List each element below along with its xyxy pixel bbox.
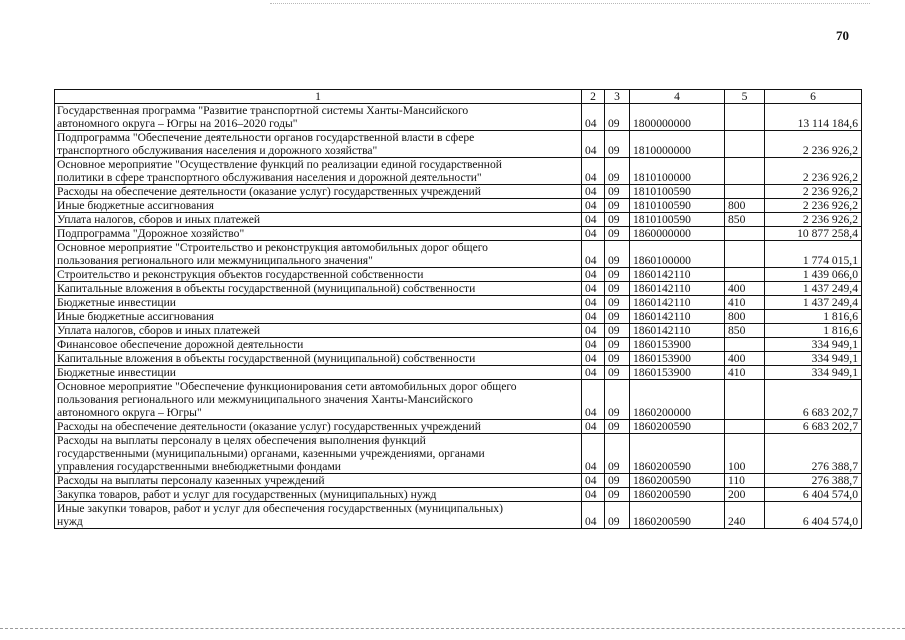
- section-code-cell: 04: [582, 488, 605, 502]
- row-name-line: Расходы на обеспечение деятельности (оказание услуг) государственных учреждений: [57, 185, 481, 198]
- row-name-line: Иные бюджетные ассигнования: [57, 310, 214, 323]
- subsection-code-cell: 09: [605, 434, 630, 474]
- expense-type-cell: [725, 420, 765, 434]
- expense-type-cell: [725, 241, 765, 268]
- row-name-line: Основное мероприятие "Осуществление функций по реализации единой государственной: [57, 158, 502, 171]
- amount-cell: 1 816,6: [765, 310, 862, 324]
- table-row: [55, 324, 862, 338]
- section-code-cell: 04: [582, 434, 605, 474]
- row-name-cell: [55, 474, 582, 488]
- row-name-line: Капитальные вложения в объекты государственной (муниципальной) собственности: [57, 282, 476, 295]
- row-name-line: Иные закупки товаров, работ и услуг для обеспечения государственных (муниципальных): [57, 502, 503, 515]
- row-name-line: Уплата налогов, сборов и иных платежей: [57, 213, 261, 226]
- table-row: [55, 474, 862, 488]
- section-code-cell: 04: [582, 199, 605, 213]
- section-code-cell: 04: [582, 213, 605, 227]
- subsection-code-cell: 09: [605, 158, 630, 185]
- row-name-line: Расходы на выплаты персоналу в целях обеспечения выполнения функций: [57, 434, 426, 447]
- row-name-cell: [55, 227, 582, 241]
- table-row: [55, 310, 862, 324]
- target-article-cell: 1810000000: [630, 131, 725, 158]
- header-cell: 1: [55, 90, 582, 104]
- expense-type-cell: [725, 380, 765, 420]
- subsection-code-cell: 09: [605, 502, 630, 529]
- expense-type-cell: 800: [725, 199, 765, 213]
- row-name-line: политики в сфере транспортного обслуживания населения и дорожной деятельности": [57, 171, 482, 184]
- subsection-code-cell: 09: [605, 282, 630, 296]
- amount-cell: 6 404 574,0: [765, 502, 862, 529]
- table-row: [55, 366, 862, 380]
- section-code-cell: 04: [582, 310, 605, 324]
- header-cell: 3: [605, 90, 630, 104]
- row-name-line: Финансовое обеспечение дорожной деятельности: [57, 338, 304, 351]
- budget-table-container: [54, 89, 862, 529]
- row-name-line: государственными (муниципальными) органами, казенными учреждениями, органами: [57, 447, 485, 460]
- row-name-cell: [55, 420, 582, 434]
- table-row: [55, 213, 862, 227]
- section-code-cell: 04: [582, 474, 605, 488]
- row-name-cell: [55, 488, 582, 502]
- subsection-code-cell: 09: [605, 338, 630, 352]
- target-article-cell: 1860142110: [630, 310, 725, 324]
- subsection-code-cell: 09: [605, 131, 630, 158]
- table-row: [55, 282, 862, 296]
- target-article-cell: 1810100590: [630, 185, 725, 199]
- target-article-cell: 1810100000: [630, 158, 725, 185]
- row-name-line: Строительство и реконструкция объектов государственной собственности: [57, 268, 424, 281]
- subsection-code-cell: 09: [605, 296, 630, 310]
- target-article-cell: 1860153900: [630, 366, 725, 380]
- row-name-cell: [55, 380, 582, 420]
- amount-cell: 1 774 015,1: [765, 241, 862, 268]
- amount-cell: 1 816,6: [765, 324, 862, 338]
- expense-type-cell: 410: [725, 296, 765, 310]
- row-name-line: пользования регионального или межмуниципального значения": [57, 254, 373, 267]
- row-name-line: Государственная программа "Развитие транспортной системы Ханты-Мансийского: [57, 104, 469, 117]
- amount-cell: 13 114 184,6: [765, 104, 862, 131]
- target-article-cell: 1860142110: [630, 296, 725, 310]
- expense-type-cell: 110: [725, 474, 765, 488]
- row-name-line: Капитальные вложения в объекты государственной (муниципальной) собственности: [57, 352, 476, 365]
- subsection-code-cell: 09: [605, 366, 630, 380]
- section-code-cell: 04: [582, 420, 605, 434]
- table-row: [55, 488, 862, 502]
- expense-type-cell: 800: [725, 310, 765, 324]
- amount-cell: 1 437 249,4: [765, 282, 862, 296]
- row-name-line: автономного округа – Югры на 2016–2020 годы": [57, 117, 298, 130]
- amount-cell: 2 236 926,2: [765, 199, 862, 213]
- amount-cell: 334 949,1: [765, 352, 862, 366]
- amount-cell: 6 683 202,7: [765, 380, 862, 420]
- target-article-cell: 1860200590: [630, 502, 725, 529]
- target-article-cell: 1860000000: [630, 227, 725, 241]
- subsection-code-cell: 09: [605, 241, 630, 268]
- header-cell: 2: [582, 90, 605, 104]
- table-header-row: [55, 90, 862, 104]
- header-cell: 6: [765, 90, 862, 104]
- row-name-cell: [55, 310, 582, 324]
- amount-cell: 2 236 926,2: [765, 158, 862, 185]
- row-name-line: транспортного обслуживания населения и дорожного хозяйства": [57, 144, 378, 157]
- expense-type-cell: [725, 104, 765, 131]
- target-article-cell: 1860153900: [630, 338, 725, 352]
- target-article-cell: 1860200590: [630, 434, 725, 474]
- section-code-cell: 04: [582, 352, 605, 366]
- expense-type-cell: 200: [725, 488, 765, 502]
- target-article-cell: 1860142110: [630, 324, 725, 338]
- target-article-cell: 1860200000: [630, 380, 725, 420]
- row-name-cell: [55, 213, 582, 227]
- scan-artifact-bottom: [0, 628, 905, 630]
- subsection-code-cell: 09: [605, 474, 630, 488]
- amount-cell: 1 439 066,0: [765, 268, 862, 282]
- subsection-code-cell: 09: [605, 104, 630, 131]
- row-name-cell: [55, 241, 582, 268]
- amount-cell: 2 236 926,2: [765, 213, 862, 227]
- row-name-line: Уплата налогов, сборов и иных платежей: [57, 324, 261, 337]
- amount-cell: 2 236 926,2: [765, 131, 862, 158]
- table-row: [55, 241, 862, 268]
- amount-cell: 2 236 926,2: [765, 185, 862, 199]
- section-code-cell: 04: [582, 296, 605, 310]
- subsection-code-cell: 09: [605, 227, 630, 241]
- table-row: [55, 104, 862, 131]
- table-row: [55, 434, 862, 474]
- subsection-code-cell: 09: [605, 488, 630, 502]
- section-code-cell: 04: [582, 366, 605, 380]
- section-code-cell: 04: [582, 227, 605, 241]
- expense-type-cell: [725, 185, 765, 199]
- section-code-cell: 04: [582, 104, 605, 131]
- row-name-line: нужд: [57, 515, 83, 528]
- target-article-cell: 1860200590: [630, 474, 725, 488]
- table-row: [55, 268, 862, 282]
- table-row: [55, 131, 862, 158]
- row-name-cell: [55, 104, 582, 131]
- row-name-line: Основное мероприятие "Обеспечение функционирования сети автомобильных дорог общего: [57, 380, 517, 393]
- expense-type-cell: [725, 268, 765, 282]
- expense-type-cell: [725, 131, 765, 158]
- row-name-line: пользования регионального или межмуниципального значения Ханты-Мансийского: [57, 393, 473, 406]
- target-article-cell: 1810100590: [630, 199, 725, 213]
- row-name-cell: [55, 131, 582, 158]
- page-number: 70: [836, 28, 849, 43]
- target-article-cell: 1860142110: [630, 282, 725, 296]
- table-row: [55, 380, 862, 420]
- target-article-cell: 1800000000: [630, 104, 725, 131]
- row-name-line: Закупка товаров, работ и услуг для государственных (муниципальных) нужд: [57, 488, 437, 501]
- amount-cell: 276 388,7: [765, 434, 862, 474]
- expense-type-cell: 240: [725, 502, 765, 529]
- expense-type-cell: [725, 227, 765, 241]
- subsection-code-cell: 09: [605, 310, 630, 324]
- amount-cell: 334 949,1: [765, 366, 862, 380]
- row-name-line: управления государственными внебюджетными фондами: [57, 460, 341, 473]
- amount-cell: 276 388,7: [765, 474, 862, 488]
- amount-cell: 6 683 202,7: [765, 420, 862, 434]
- row-name-cell: [55, 324, 582, 338]
- row-name-line: Подпрограмма "Обеспечение деятельности органов государственной власти в сфере: [57, 131, 475, 144]
- section-code-cell: 04: [582, 241, 605, 268]
- subsection-code-cell: 09: [605, 213, 630, 227]
- table-row: [55, 199, 862, 213]
- subsection-code-cell: 09: [605, 199, 630, 213]
- amount-cell: 1 437 249,4: [765, 296, 862, 310]
- section-code-cell: 04: [582, 158, 605, 185]
- amount-cell: 10 877 258,4: [765, 227, 862, 241]
- row-name-cell: [55, 352, 582, 366]
- target-article-cell: 1860100000: [630, 241, 725, 268]
- table-body: [55, 104, 862, 529]
- row-name-line: Расходы на обеспечение деятельности (оказание услуг) государственных учреждений: [57, 420, 481, 433]
- row-name-cell: [55, 338, 582, 352]
- section-code-cell: 04: [582, 185, 605, 199]
- target-article-cell: 1860200590: [630, 420, 725, 434]
- subsection-code-cell: 09: [605, 268, 630, 282]
- section-code-cell: 04: [582, 338, 605, 352]
- row-name-line: Бюджетные инвестиции: [57, 366, 177, 379]
- expense-type-cell: 410: [725, 366, 765, 380]
- target-article-cell: 1860142110: [630, 268, 725, 282]
- row-name-line: автономного округа – Югры": [57, 406, 202, 419]
- table-row: [55, 338, 862, 352]
- row-name-cell: [55, 199, 582, 213]
- row-name-cell: [55, 185, 582, 199]
- row-name-line: Бюджетные инвестиции: [57, 296, 177, 309]
- row-name-line: Подпрограмма "Дорожное хозяйство": [57, 227, 245, 240]
- expense-type-cell: 100: [725, 434, 765, 474]
- row-name-cell: [55, 434, 582, 474]
- subsection-code-cell: 09: [605, 352, 630, 366]
- expense-type-cell: 850: [725, 324, 765, 338]
- table-row: [55, 420, 862, 434]
- row-name-cell: [55, 282, 582, 296]
- amount-cell: 334 949,1: [765, 338, 862, 352]
- row-name-cell: [55, 268, 582, 282]
- section-code-cell: 04: [582, 502, 605, 529]
- subsection-code-cell: 09: [605, 380, 630, 420]
- section-code-cell: 04: [582, 324, 605, 338]
- row-name-line: Основное мероприятие "Строительство и реконструкция автомобильных дорог общего: [57, 241, 488, 254]
- scan-artifact-top: [270, 3, 870, 5]
- section-code-cell: 04: [582, 131, 605, 158]
- row-name-cell: [55, 158, 582, 185]
- section-code-cell: 04: [582, 380, 605, 420]
- section-code-cell: 04: [582, 268, 605, 282]
- row-name-cell: [55, 502, 582, 529]
- row-name-line: Иные бюджетные ассигнования: [57, 199, 214, 212]
- row-name-cell: [55, 296, 582, 310]
- table-row: [55, 352, 862, 366]
- budget-table: [54, 89, 862, 529]
- section-code-cell: 04: [582, 282, 605, 296]
- target-article-cell: 1810100590: [630, 213, 725, 227]
- header-cell: 4: [630, 90, 725, 104]
- expense-type-cell: 400: [725, 282, 765, 296]
- target-article-cell: 1860200590: [630, 488, 725, 502]
- subsection-code-cell: 09: [605, 324, 630, 338]
- table-row: [55, 296, 862, 310]
- expense-type-cell: [725, 158, 765, 185]
- table-row: [55, 502, 862, 529]
- row-name-line: Расходы на выплаты персоналу казенных учреждений: [57, 474, 325, 487]
- subsection-code-cell: 09: [605, 420, 630, 434]
- subsection-code-cell: 09: [605, 185, 630, 199]
- header-cell: 5: [725, 90, 765, 104]
- table-row: [55, 227, 862, 241]
- table-row: [55, 158, 862, 185]
- table-row: [55, 185, 862, 199]
- expense-type-cell: 400: [725, 352, 765, 366]
- target-article-cell: 1860153900: [630, 352, 725, 366]
- amount-cell: 6 404 574,0: [765, 488, 862, 502]
- expense-type-cell: 850: [725, 213, 765, 227]
- expense-type-cell: [725, 338, 765, 352]
- row-name-cell: [55, 366, 582, 380]
